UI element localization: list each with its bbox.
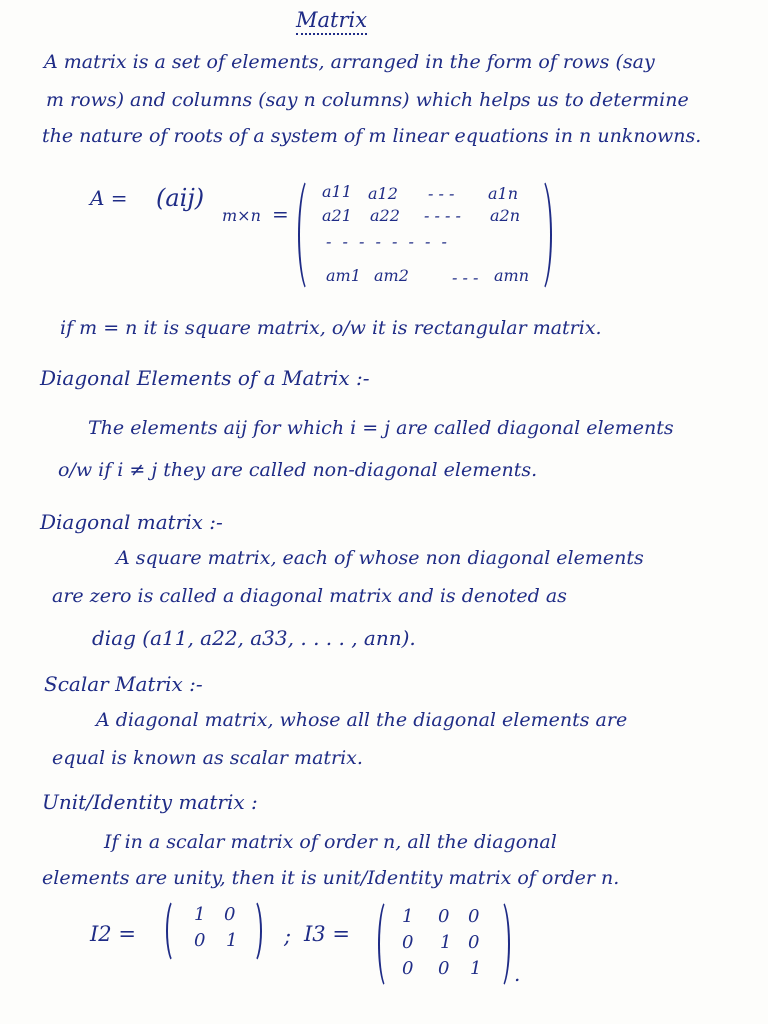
matrix-cell: 0 bbox=[402, 932, 414, 953]
i3-label: I3 = bbox=[304, 922, 350, 946]
section-heading: Diagonal matrix :- bbox=[40, 510, 223, 534]
matrix-cell: 0 bbox=[438, 906, 450, 927]
matrix-cell: a2n bbox=[490, 206, 521, 225]
unit-matrix-line-2: elements are unity, then it is unit/Identity matrix of order n. bbox=[42, 867, 620, 889]
matrix-cell: a12 bbox=[368, 184, 398, 203]
diagonal-matrix-line-1: A square matrix, each of whose non diagonal elements bbox=[116, 547, 644, 569]
matrix-cell: 1 bbox=[470, 958, 482, 979]
scalar-matrix-line-1: A diagonal matrix, whose all the diagonal elements are bbox=[96, 709, 628, 731]
matrix-cell: - - - bbox=[452, 268, 479, 287]
matrix-cell: am2 bbox=[374, 266, 409, 285]
page-title: Matrix bbox=[296, 8, 367, 35]
matrix-cell: am1 bbox=[326, 266, 361, 285]
left-paren bbox=[166, 898, 184, 964]
matrix-cell: 0 bbox=[468, 906, 480, 927]
matrix-cell: 0 bbox=[194, 930, 206, 951]
matrix-cell: a1n bbox=[488, 184, 519, 203]
intro-line-2: m rows) and columns (say n columns) which helps us to determine bbox=[46, 89, 689, 111]
matrix-cell: - - - - bbox=[424, 206, 461, 225]
order-label: m×n bbox=[222, 206, 261, 225]
right-paren bbox=[244, 898, 262, 964]
matrix-cell: - - - bbox=[428, 184, 455, 203]
right-paren bbox=[528, 176, 552, 294]
section-heading: Unit/Identity matrix : bbox=[42, 790, 258, 814]
i2-label: I2 = bbox=[90, 922, 136, 946]
left-paren bbox=[298, 176, 322, 294]
right-paren bbox=[490, 898, 510, 990]
left-paren bbox=[378, 898, 398, 990]
equals-sign: = bbox=[272, 202, 289, 226]
intro-line-1: A matrix is a set of elements, arranged in the form of rows (say bbox=[44, 51, 655, 73]
separator: ; bbox=[284, 924, 292, 948]
scalar-matrix-line-2: equal is known as scalar matrix. bbox=[52, 747, 363, 769]
matrix-dots-row: - - - - - - - - bbox=[326, 232, 450, 251]
matrix-cell: 1 bbox=[194, 904, 206, 925]
square-note: if m = n it is square matrix, o/w it is rectangular matrix. bbox=[60, 317, 602, 339]
matrix-cell: 0 bbox=[468, 932, 480, 953]
matrix-cell: 0 bbox=[402, 958, 414, 979]
end-period: . bbox=[514, 962, 521, 986]
unit-matrix-line-1: If in a scalar matrix of order n, all the diagonal bbox=[104, 831, 557, 853]
matrix-symbol: A = bbox=[90, 186, 128, 210]
matrix-cell: 0 bbox=[224, 904, 236, 925]
matrix-cell: 0 bbox=[438, 958, 450, 979]
diagonal-matrix-line-2: are zero is called a diagonal matrix and is denoted as bbox=[52, 585, 567, 607]
aij-notation: (aij) bbox=[156, 184, 205, 212]
matrix-cell: 1 bbox=[402, 906, 414, 927]
diagonal-elements-line-1: The elements aij for which i = j are called diagonal elements bbox=[88, 417, 674, 439]
matrix-cell: a21 bbox=[322, 206, 352, 225]
matrix-cell: a11 bbox=[322, 182, 352, 201]
diag-notation: diag (a11, a22, a33, . . . . , ann). bbox=[92, 626, 416, 650]
matrix-cell: a22 bbox=[370, 206, 400, 225]
section-heading: Scalar Matrix :- bbox=[44, 672, 203, 696]
matrix-cell: amn bbox=[494, 266, 530, 285]
matrix-cell: 1 bbox=[226, 930, 238, 951]
section-heading: Diagonal Elements of a Matrix :- bbox=[40, 366, 370, 390]
intro-line-3: the nature of roots of a system of m linear equations in n unknowns. bbox=[42, 125, 702, 147]
diagonal-elements-line-2: o/w if i ≠ j they are called non-diagonal elements. bbox=[58, 459, 538, 481]
matrix-cell: 1 bbox=[440, 932, 452, 953]
